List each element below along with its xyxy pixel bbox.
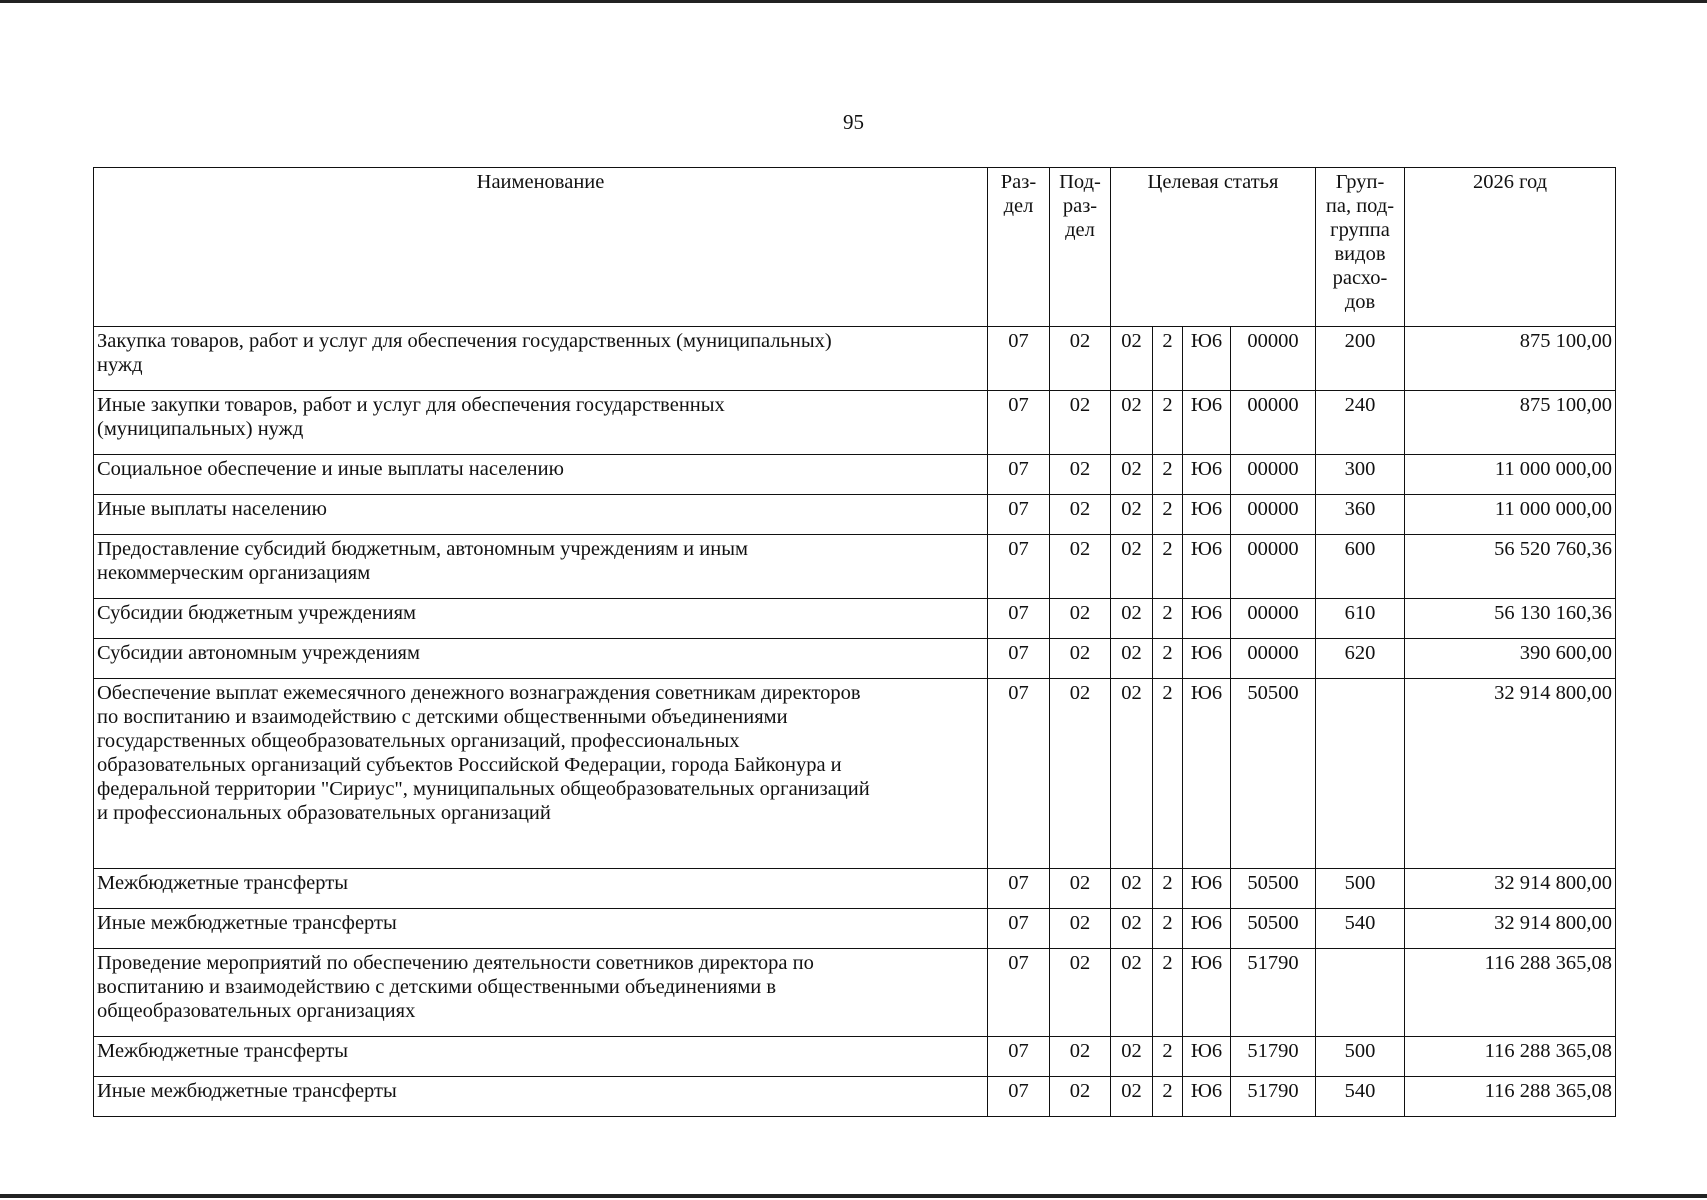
cell-razdel: 07 xyxy=(988,909,1050,949)
cell-podrazdel: 02 xyxy=(1050,679,1111,869)
cell-expense-group: 540 xyxy=(1316,909,1405,949)
cell-name: Иные выплаты населению xyxy=(94,495,988,535)
cell-target-type: 2 xyxy=(1153,599,1183,639)
table-row xyxy=(94,1077,1616,1117)
cell-target-project: Ю6 xyxy=(1183,535,1231,599)
cell-target-project: Ю6 xyxy=(1183,599,1231,639)
cell-target-program: 02 xyxy=(1111,327,1153,391)
cell-target-project: Ю6 xyxy=(1183,1037,1231,1077)
cell-target-type: 2 xyxy=(1153,455,1183,495)
cell-target-program: 02 xyxy=(1111,679,1153,869)
cell-podrazdel: 02 xyxy=(1050,455,1111,495)
table-row xyxy=(94,495,1616,535)
cell-target-direction: 50500 xyxy=(1231,909,1316,949)
cell-target-direction: 00000 xyxy=(1231,599,1316,639)
cell-target-project: Ю6 xyxy=(1183,1077,1231,1117)
cell-razdel: 07 xyxy=(988,495,1050,535)
table-row xyxy=(94,949,1616,1037)
cell-name: Иные межбюджетные трансферты xyxy=(94,1077,988,1117)
cell-amount: 32 914 800,00 xyxy=(1405,679,1616,869)
cell-razdel: 07 xyxy=(988,599,1050,639)
cell-name: Закупка товаров, работ и услуг для обеспечения государственных (муниципальных) нужд xyxy=(94,327,988,391)
cell-podrazdel: 02 xyxy=(1050,495,1111,535)
cell-name: Предоставление субсидий бюджетным, автономным учреждениям и иным некоммерческим организациям xyxy=(94,535,988,599)
cell-target-program: 02 xyxy=(1111,495,1153,535)
cell-name: Межбюджетные трансферты xyxy=(94,1037,988,1077)
cell-expense-group: 300 xyxy=(1316,455,1405,495)
cell-target-project: Ю6 xyxy=(1183,949,1231,1037)
cell-expense-group xyxy=(1316,949,1405,1037)
cell-target-direction: 00000 xyxy=(1231,535,1316,599)
cell-podrazdel: 02 xyxy=(1050,599,1111,639)
cell-expense-group: 200 xyxy=(1316,327,1405,391)
scan-top-edge xyxy=(0,0,1707,3)
cell-name: Субсидии бюджетным учреждениям xyxy=(94,599,988,639)
cell-amount: 875 100,00 xyxy=(1405,327,1616,391)
header-razdel: Раз- дел xyxy=(988,168,1050,327)
cell-target-type: 2 xyxy=(1153,909,1183,949)
cell-target-type: 2 xyxy=(1153,495,1183,535)
cell-target-program: 02 xyxy=(1111,949,1153,1037)
cell-name: Проведение мероприятий по обеспечению деятельности советников директора по воспитанию и взаимодействию с детскими общественными объединениями в общеобразовательных организациях xyxy=(94,949,988,1037)
cell-target-direction: 00000 xyxy=(1231,495,1316,535)
cell-target-program: 02 xyxy=(1111,869,1153,909)
cell-razdel: 07 xyxy=(988,679,1050,869)
cell-target-program: 02 xyxy=(1111,599,1153,639)
cell-expense-group: 600 xyxy=(1316,535,1405,599)
cell-target-type: 2 xyxy=(1153,1037,1183,1077)
cell-target-direction: 51790 xyxy=(1231,1077,1316,1117)
cell-expense-group: 360 xyxy=(1316,495,1405,535)
table-row xyxy=(94,327,1616,391)
cell-razdel: 07 xyxy=(988,391,1050,455)
cell-amount: 390 600,00 xyxy=(1405,639,1616,679)
cell-target-project: Ю6 xyxy=(1183,391,1231,455)
page-number: 95 xyxy=(843,110,864,134)
cell-amount: 56 130 160,36 xyxy=(1405,599,1616,639)
cell-podrazdel: 02 xyxy=(1050,327,1111,391)
cell-amount: 116 288 365,08 xyxy=(1405,1037,1616,1077)
cell-target-type: 2 xyxy=(1153,535,1183,599)
cell-target-direction: 00000 xyxy=(1231,639,1316,679)
cell-podrazdel: 02 xyxy=(1050,639,1111,679)
cell-target-project: Ю6 xyxy=(1183,327,1231,391)
cell-name: Иные закупки товаров, работ и услуг для обеспечения государственных (муниципальных) нужд xyxy=(94,391,988,455)
cell-expense-group: 610 xyxy=(1316,599,1405,639)
cell-amount: 56 520 760,36 xyxy=(1405,535,1616,599)
cell-podrazdel: 02 xyxy=(1050,391,1111,455)
cell-target-program: 02 xyxy=(1111,391,1153,455)
cell-podrazdel: 02 xyxy=(1050,535,1111,599)
scan-bottom-edge xyxy=(0,1194,1707,1198)
cell-target-type: 2 xyxy=(1153,391,1183,455)
cell-razdel: 07 xyxy=(988,869,1050,909)
cell-target-project: Ю6 xyxy=(1183,495,1231,535)
header-year: 2026 год xyxy=(1405,168,1616,327)
table-row xyxy=(94,535,1616,599)
cell-target-program: 02 xyxy=(1111,1077,1153,1117)
cell-amount: 32 914 800,00 xyxy=(1405,909,1616,949)
cell-target-direction: 51790 xyxy=(1231,949,1316,1037)
cell-target-project: Ю6 xyxy=(1183,679,1231,869)
cell-expense-group xyxy=(1316,679,1405,869)
cell-target-program: 02 xyxy=(1111,639,1153,679)
cell-target-type: 2 xyxy=(1153,679,1183,869)
cell-target-direction: 51790 xyxy=(1231,1037,1316,1077)
cell-amount: 875 100,00 xyxy=(1405,391,1616,455)
cell-razdel: 07 xyxy=(988,1077,1050,1117)
cell-target-type: 2 xyxy=(1153,1077,1183,1117)
cell-amount: 116 288 365,08 xyxy=(1405,1077,1616,1117)
cell-razdel: 07 xyxy=(988,1037,1050,1077)
cell-name: Социальное обеспечение и иные выплаты населению xyxy=(94,455,988,495)
table-row xyxy=(94,639,1616,679)
cell-name: Обеспечение выплат ежемесячного денежного вознаграждения советникам директоров по воспитанию и взаимодействию с детскими общественными объединениями государственных общеобразовательных организаций, профессиональных образовательных организаций субъектов Российской Федерации, города Байконура и федеральной территории "Сириус", муниципальных общеобразовательных организаций и профессиональных образовательных организаций xyxy=(94,679,988,869)
table-row xyxy=(94,391,1616,455)
cell-target-project: Ю6 xyxy=(1183,909,1231,949)
cell-name: Иные межбюджетные трансферты xyxy=(94,909,988,949)
cell-expense-group: 540 xyxy=(1316,1077,1405,1117)
cell-target-type: 2 xyxy=(1153,639,1183,679)
cell-target-direction: 00000 xyxy=(1231,391,1316,455)
cell-expense-group: 240 xyxy=(1316,391,1405,455)
cell-target-type: 2 xyxy=(1153,869,1183,909)
cell-target-program: 02 xyxy=(1111,909,1153,949)
table-header-row xyxy=(94,168,1616,327)
cell-razdel: 07 xyxy=(988,639,1050,679)
cell-amount: 11 000 000,00 xyxy=(1405,455,1616,495)
header-target-article: Целевая статья xyxy=(1111,168,1316,327)
cell-target-program: 02 xyxy=(1111,535,1153,599)
cell-amount: 32 914 800,00 xyxy=(1405,869,1616,909)
cell-podrazdel: 02 xyxy=(1050,1077,1111,1117)
cell-target-project: Ю6 xyxy=(1183,869,1231,909)
cell-target-direction: 00000 xyxy=(1231,455,1316,495)
cell-target-direction: 00000 xyxy=(1231,327,1316,391)
cell-razdel: 07 xyxy=(988,455,1050,495)
table-row xyxy=(94,599,1616,639)
cell-name: Межбюджетные трансферты xyxy=(94,869,988,909)
cell-target-direction: 50500 xyxy=(1231,869,1316,909)
cell-podrazdel: 02 xyxy=(1050,949,1111,1037)
table-row xyxy=(94,455,1616,495)
cell-target-program: 02 xyxy=(1111,455,1153,495)
header-podrazdel: Под- раз- дел xyxy=(1050,168,1111,327)
table-row xyxy=(94,1037,1616,1077)
cell-amount: 11 000 000,00 xyxy=(1405,495,1616,535)
cell-name: Субсидии автономным учреждениям xyxy=(94,639,988,679)
table-row xyxy=(94,679,1616,869)
cell-target-direction: 50500 xyxy=(1231,679,1316,869)
cell-podrazdel: 02 xyxy=(1050,909,1111,949)
cell-podrazdel: 02 xyxy=(1050,1037,1111,1077)
table-row xyxy=(94,909,1616,949)
header-expense-group: Груп- па, под- группа видов расхо- дов xyxy=(1316,168,1405,327)
cell-target-type: 2 xyxy=(1153,327,1183,391)
cell-expense-group: 620 xyxy=(1316,639,1405,679)
cell-target-program: 02 xyxy=(1111,1037,1153,1077)
cell-razdel: 07 xyxy=(988,327,1050,391)
cell-expense-group: 500 xyxy=(1316,1037,1405,1077)
cell-target-type: 2 xyxy=(1153,949,1183,1037)
header-name: Наименование xyxy=(94,168,988,327)
budget-table xyxy=(93,167,1616,1117)
cell-podrazdel: 02 xyxy=(1050,869,1111,909)
cell-expense-group: 500 xyxy=(1316,869,1405,909)
cell-razdel: 07 xyxy=(988,535,1050,599)
cell-razdel: 07 xyxy=(988,949,1050,1037)
table-row xyxy=(94,869,1616,909)
cell-amount: 116 288 365,08 xyxy=(1405,949,1616,1037)
cell-target-project: Ю6 xyxy=(1183,455,1231,495)
cell-target-project: Ю6 xyxy=(1183,639,1231,679)
